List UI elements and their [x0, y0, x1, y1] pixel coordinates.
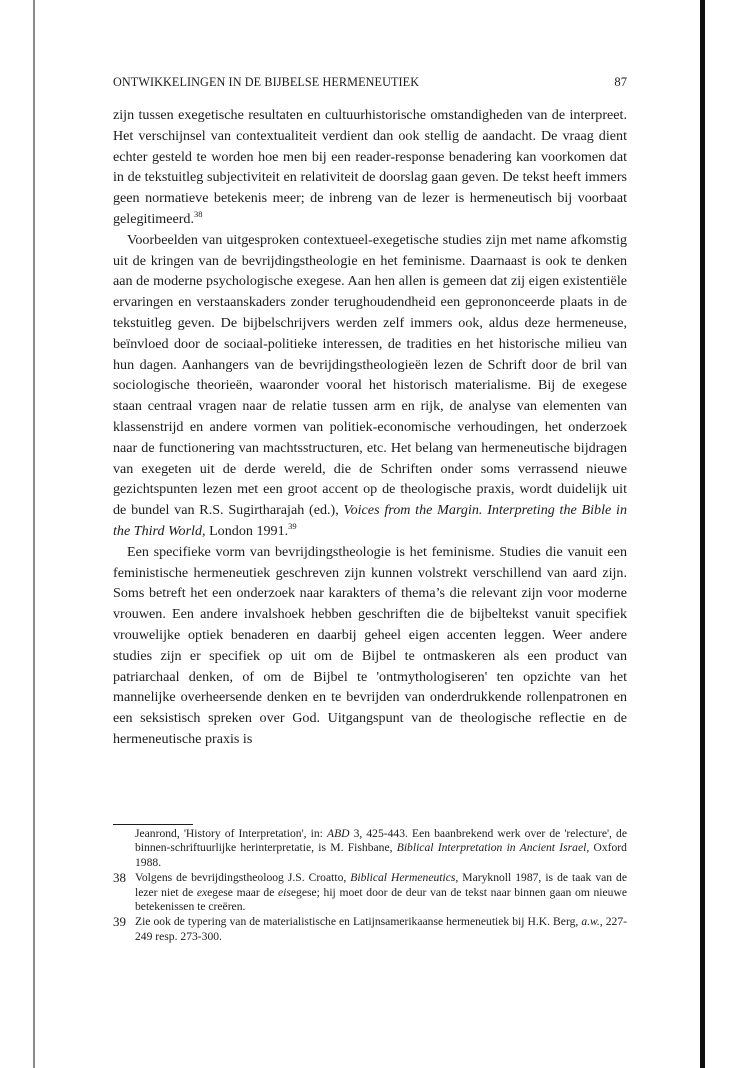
paragraph-2-text-b: London 1991. — [209, 522, 289, 539]
footnote-ref-39[interactable]: 39 — [288, 520, 297, 531]
page-header — [113, 75, 627, 93]
paragraph-3 — [113, 542, 627, 750]
footnote-38: 38 Volgens de bevrijdingstheoloog J.S. Croatto, Biblical Hermeneutics, Maryknoll 1987, is de taak van de lezer niet de exegese maar de eisegese; hij moet door de deur van de tekst naar binnen gaan om nieuwe betekenissen te creëren. — [113, 870, 627, 914]
paragraph-2 — [113, 230, 627, 542]
footnote-39: 39 Zie ook de typering van de materialistische en Latijnsamerikaanse hermeneutiek bij H.K. Berg, a.w., 227-249 resp. 273-300. — [113, 914, 627, 943]
paragraph-1 — [113, 105, 627, 230]
book-title-croatto: Biblical Hermeneutics, — [350, 871, 459, 885]
footnote-39-number: 39 — [113, 914, 126, 930]
page-number: 87 — [614, 75, 627, 89]
footnote-rule — [113, 824, 193, 825]
paragraph-2-text-a: Voorbeelden van uitgesproken contextueel-exegetische studies zijn met name afkomstig uit de kringen van de bevrijdingstheologie en het feminisme. Daarnaast is ook te denken aan de moderne psychologische exegese. Aan hen allen is gemeen dat zij eigen existentiële ervaringen en verstaanskaders zonder terughoudendheid een geprononceerde plaats in de tekstuitleg geven. De bijbelschrijvers werden zelf immers ook, aldus deze hermeneuse, beïnvloed door de sociaal-politieke interessen, de tradities en het historische milieu van hun dagen. Aanhangers van de bevrijdingstheologieën lezen de Schrift door de bril van sociologische theorieën, waaronder vooral het historisch materialisme. Bij de exegese staan centraal vragen naar de relatie tussen arm en rijk, de analyse van elementen van klassenstrijd en andere vormen van politiek-economische verhoudingen, het onderzoek naar de functionering van machtsstructuren, etc. Het belang van hermeneutische bijdragen van exegeten uit de derde wereld, die de Schriften onder soms verrassend nieuwe gezichtspunten lezen met een groot accent op de theologische praxis, wordt duidelijk uit de bundel van R.S. Sugirtharajah (ed.), — [113, 231, 627, 519]
scan-edge-left — [33, 0, 35, 1068]
scan-edge-right — [700, 0, 705, 1068]
aw-abbrev: a.w., — [581, 915, 603, 929]
paragraph-3-text: Een specifieke vorm van bevrijdingstheologie is het feminisme. Studies die vanuit een feministische hermeneutiek geschreven zijn kunnen volstrekt verschillend van aard zijn. Soms betreft het een onderzoek naar karakters of thema’s die relevant zijn voor moderne vrouwen. Een andere invalshoek hebben geschriften die de bijbeltekst vanuit specifiek vrouwelijke optiek benaderen en daarbij geheel eigen accenten leggen. Weer andere studies zijn er specifiek op uit om de Bijbel te ontmaskeren als een product van patriarchaal denken, of om de Bijbel te 'ontmythologiseren' ten opzichte van het mannelijke overheersende denken en te bevrijden van onderdrukkende rollenpatronen en een seksistisch spreken over God. Uitgangspunt van de theologische reflectie en de hermeneutische praxis is — [113, 543, 627, 747]
book-title-fishbane: Biblical Interpretation in Ancient Israel, — [396, 841, 590, 855]
footnote-continuation: Jeanrond, 'History of Interpretation', in: ABD 3, 425-443. Een baanbrekend werk over de 'relecture', de binnen-schriftuurlijke herinterpretatie, is M. Fishbane, Biblical Interpretation in Ancient Israel, Oxford 1988. — [135, 827, 627, 869]
footnotes — [113, 824, 627, 945]
paragraph-1-text: zijn tussen exegetische resultaten en cultuurhistorische omstandigheden van de interpreet. Het verschijnsel van contextualiteit verdient dan ook stellig de aandacht. De vraag dient echter gesteld te worden hoe men bij een reader-response benadering kan voorkomen dat in de tekstuitleg subjectiviteit en relativiteit de doorslag gaan geven. De tekst heeft immers geen normatieve betekenis meer; de inbreng van de lezer is hermeneutisch bij voorbaat gelegitimeerd. — [113, 107, 627, 227]
abd-abbrev: ABD — [326, 827, 350, 840]
book-title-voices: Voices from the Margin. Interpreting the Bible in the Third World, — [113, 502, 627, 539]
body-text — [113, 105, 627, 750]
footnote-38-number: 38 — [113, 870, 126, 886]
footnote-ref-38[interactable]: 38 — [194, 208, 203, 219]
running-title: ONTWIKKELINGEN IN DE BIJBELSE HERMENEUTIEK — [113, 75, 420, 89]
